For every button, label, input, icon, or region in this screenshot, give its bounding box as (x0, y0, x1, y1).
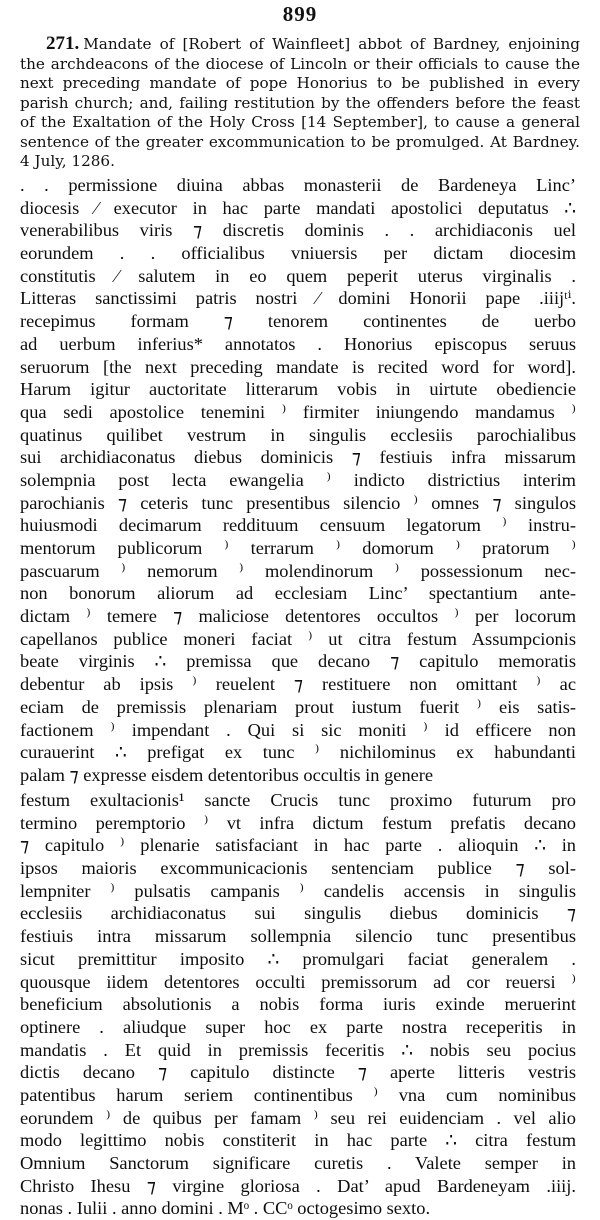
text-line: dictam ⁾ temere ⁊ maliciose detentores occultos ⁾ per locorum (20, 606, 576, 627)
text-line: non bonorum aliorum ad ecclesiam Linc’ spectantium ante- (20, 583, 576, 604)
entry-number: 271. (46, 33, 80, 54)
text-line: Litteras sanctissimi patris nostri ⁄ domini Honorii pape .iiijᵗⁱ. (20, 288, 576, 309)
text-line: qua sedi apostolice tenemini ⁾ firmiter iniungendo mandamus ⁾ (20, 401, 576, 422)
text-line: beate virginis ∴ premissa que decano ⁊ capitulo memoratis (20, 651, 576, 672)
text-line: venerabilibus viris ⁊ discretis dominis . . archidiaconis uel (20, 220, 576, 241)
text-line: patentibus harum seriem continentibus ⁾ vna cum nominibus (20, 1084, 576, 1105)
text-line: seruorum [the next preceding mandate is recited word for word]. (20, 356, 576, 377)
text-line: constitutis ⁄ salutem in eo quem peperit uterus virginalis . (20, 265, 576, 286)
latin-text-part-2 (20, 789, 576, 1220)
text-line: . . permissione diuina abbas monasterii de Bardeneya Linc’ (20, 175, 576, 195)
text-line: Harum igitur auctoritate litterarum vobis in uirtute obediencie (20, 379, 576, 400)
text-line: quousque iidem detentores occulti premissorum ad cor reuersi ⁾ (20, 971, 576, 992)
text-line: modo legittimo nobis constiterit in hac parte ∴ citra festum (20, 1130, 576, 1151)
text-line: pascuarum ⁾ nemorum ⁾ molendinorum ⁾ possessionum nec- (20, 560, 576, 581)
text-line: termino peremptorio ⁾ vt infra dictum festum prefatis decano (20, 812, 576, 833)
entry-summary-text: Mandate of [Robert of Wainfleet] abbot of Bardney, enjoining the archdeacons of the diocese of Lincoln or their officials to cause the next preceding mandate of pope Honorius to be published in every parish church; and, failing restitution by the offenders before the feast of the Exaltation of the Holy Cross [14 September], to cause a general sentence of the greater excommunication to be promulged. At Bardney. 4 July, 1286. (20, 35, 580, 170)
text-line: parochianis ⁊ ceteris tunc presentibus silencio ⁾ omnes ⁊ singulos (20, 492, 576, 513)
text-line: mentorum publicorum ⁾ terrarum ⁾ domorum ⁾ pratorum ⁾ (20, 538, 576, 558)
text-line: eorundem . . officialibus vniuersis per dictam diocesim (20, 243, 576, 264)
entry-summary (20, 34, 580, 172)
text-line: sui archidiaconatus diebus dominicis ⁊ festiuis infra missarum (20, 447, 576, 468)
text-line: Omnium Sanctorum significare curetis . Valete semper in (20, 1153, 576, 1173)
text-line: recepimus formam ⁊ tenorem continentes de uerbo (20, 311, 576, 332)
text-line: solempnia post lecta ewangelia ⁾ indicto districtius interim (20, 469, 576, 490)
text-line: nonas . Iulii . anno domini . Mᵒ . CCᵒ octogesimo sexto. (20, 1198, 431, 1219)
text-line: optinere . aliudque super hoc ex parte nostra receperitis in (20, 1016, 576, 1037)
text-line: debentur ab ipsis ⁾ reuelent ⁊ restituere non omittant ⁾ ac (20, 674, 576, 695)
text-line: festiuis intra missarum sollempnia silencio tunc presentibus (20, 926, 576, 947)
page-number: 899 (282, 2, 318, 26)
text-line: beneficium absolutionis a nobis forma iuris exinde meruerint (20, 994, 576, 1015)
latin-text-part-1 (20, 174, 576, 787)
text-line: sicut premittitur imposito ∴ promulgari faciat generalem . (20, 948, 576, 969)
text-line: Christo Ihesu ⁊ virgine gloriosa . Dat’ apud Bardeneyam .iiij. (20, 1175, 576, 1196)
text-line: dictis decano ⁊ capitulo distincte ⁊ aperte litteris vestris (20, 1062, 576, 1083)
text-line: ipsos maioris excommunicacionis sentenciam publice ⁊ sol- (20, 858, 576, 879)
text-line: mandatis . Et quid in premissis feceritis ∴ nobis seu pocius (20, 1039, 576, 1060)
text-line: ecclesiis archidiaconatus sui singulis diebus dominicis ⁊ (20, 903, 576, 924)
text-line: palam ⁊ expresse eisdem detentoribus occultis in genere (20, 764, 434, 785)
text-line: factionem ⁾ impendant . Qui si sic moniti ⁾ id efficere non (20, 719, 576, 740)
text-line: eorundem ⁾ de quibus per famam ⁾ seu rei euidenciam . vel alio (20, 1107, 576, 1128)
text-line: diocesis ⁄ executor in hac parte mandati apostolici deputatus ∴ (20, 197, 576, 218)
text-line: quatinus quilibet vestrum in singulis ecclesiis parochialibus (20, 424, 576, 445)
text-line: eciam de premissis plenariam prout iustum fuerit ⁾ eis satis- (20, 696, 576, 717)
text-line: capellanos publice moneri faciat ⁾ ut citra festum Assumpcionis (20, 628, 576, 649)
text-line: lempniter ⁾ pulsatis campanis ⁾ candelis accensis in singulis (20, 880, 576, 901)
text-line: festum exultacionis¹ sancte Crucis tunc proximo futurum pro (20, 790, 576, 810)
text-line: huiusmodi decimarum reddituum censuum legatorum ⁾ instru- (20, 515, 576, 536)
text-line: curauerint ∴ prefigat ex tunc ⁾ nichilominus ex habundanti (20, 742, 576, 763)
text-line: ⁊ capitulo ⁾ plenarie satisfaciant in hac parte . alioquin ∴ in (20, 835, 576, 856)
text-line: ad uerbum inferius* annotatos . Honorius episcopus seruus (20, 333, 576, 354)
